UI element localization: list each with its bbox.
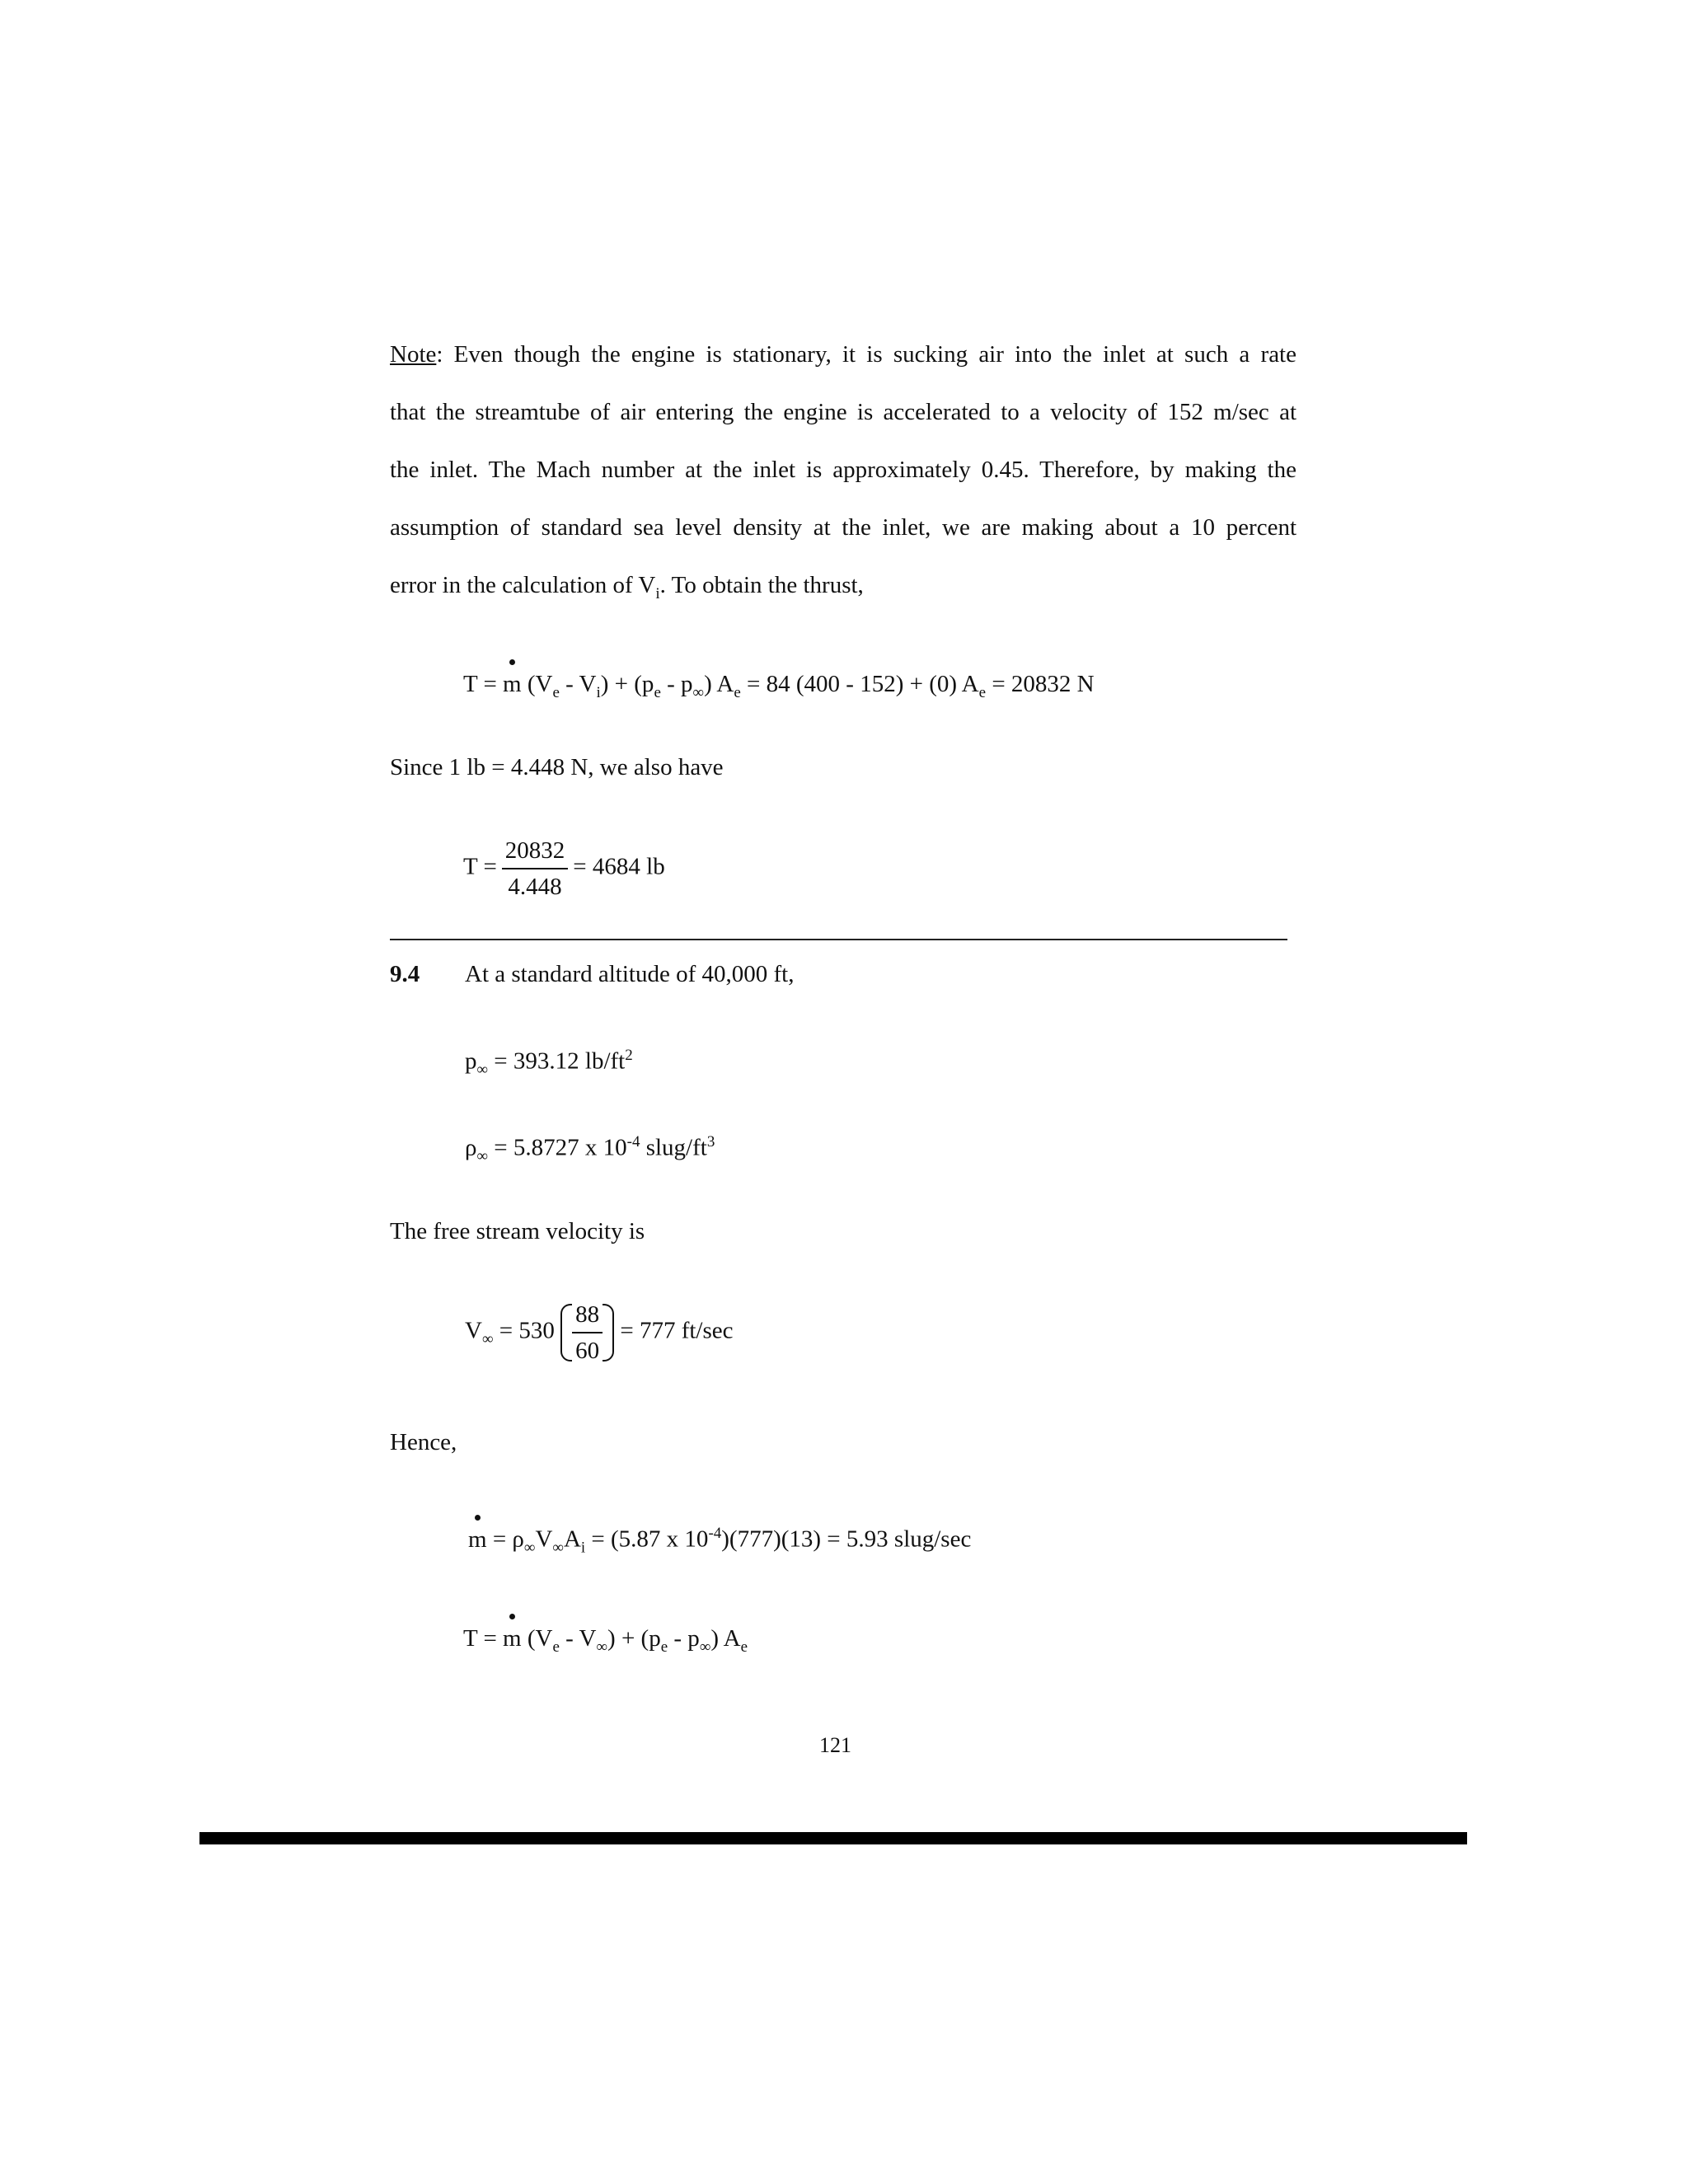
mass-flow-symbol: m bbox=[503, 671, 522, 697]
velocity-equation: $V_\infty = 530$ $\frac{88}{60}$ = 777 ft/sec bbox=[465, 1301, 734, 1364]
thrust-equation-1: T = m $(V_e - V_i) + (p_e - p_\infty) A_e = 84$ (400 - 152) + (0) $A_e = 20832$ N bbox=[463, 671, 1095, 701]
pressure-freestream: $p_\infty = 393.12$ $lb/ft^2$ bbox=[465, 1047, 633, 1079]
problem-statement: At a standard altitude of 40,000 ft, bbox=[465, 961, 795, 987]
density-freestream: $\rho_\infty = 5.8727$ x $10^{-4}$ slug/$ft^3$ bbox=[465, 1133, 715, 1165]
conversion-text: Since 1 lb = 4.448 N, we also have bbox=[390, 754, 724, 780]
mass-flow-symbol: m bbox=[468, 1526, 487, 1553]
note-line-2: that the streamtube of air entering the engine is accelerated to a velocity of 152 m/sec at bbox=[390, 399, 1296, 425]
problem-number: 9.4 bbox=[390, 961, 420, 987]
thrust-equation-3: T = m $(V_e - V_\infty) + (p_e - p_\infty)$ $A_e$ bbox=[463, 1625, 748, 1656]
page-bottom-bar bbox=[199, 1832, 1467, 1844]
freestream-text: The free stream velocity is bbox=[390, 1218, 645, 1244]
page-number: 121 bbox=[819, 1733, 851, 1757]
note-label: Note bbox=[390, 341, 437, 368]
section-divider bbox=[390, 939, 1287, 940]
thrust-equation-2: T = $\frac{20832}{4.448}$ = 4684 lb bbox=[463, 837, 665, 900]
note-line-3: the inlet. The Mach number at the inlet is approximately 0.45. Therefore, by making the bbox=[390, 457, 1296, 483]
mass-flow-symbol: m bbox=[503, 1625, 522, 1652]
hence-text: Hence, bbox=[390, 1429, 457, 1455]
thrust-fraction: $\frac{20832}{4.448}$ bbox=[502, 837, 569, 901]
note-line-5: error in the calculation of $V_i$. To obtain the thrust, bbox=[390, 572, 864, 602]
note-paragraph bbox=[390, 326, 1296, 614]
mass-flow-equation: $m = \rho_\infty V_\infty A_i = (5.87$ x $10^{-4})(777)(13) = 5.93$ slug/sec bbox=[468, 1525, 972, 1557]
note-line-4: assumption of standard sea level density at the inlet, we are making about a 10 percent bbox=[390, 514, 1296, 541]
parenthesized-fraction: $\frac{88}{60}$ bbox=[560, 1301, 614, 1365]
note-line-1: Note: Even though the engine is stationary, it is sucking air into the inlet at such a rate bbox=[390, 341, 1296, 368]
